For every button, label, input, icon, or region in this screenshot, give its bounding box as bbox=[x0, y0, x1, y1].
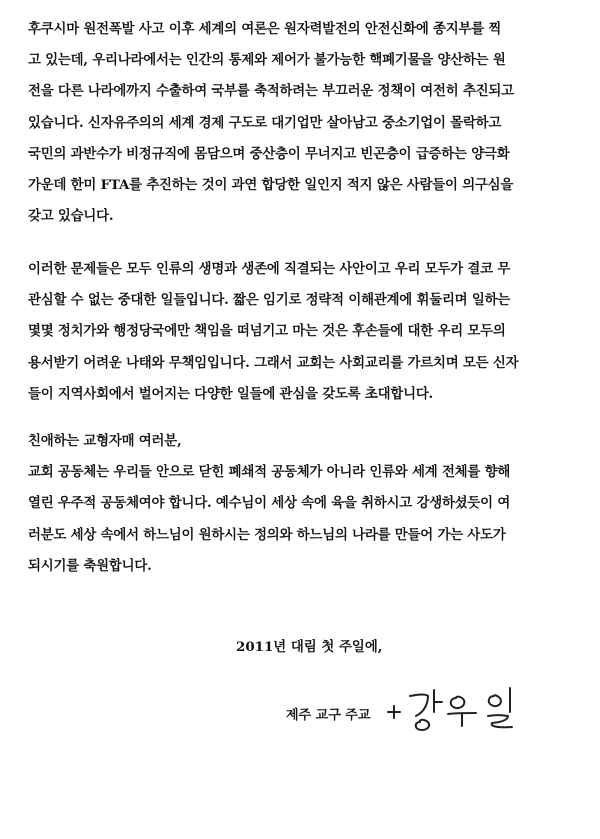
paragraph-nuclear-and-fta bbox=[28, 14, 576, 232]
salutation-line: 친애하는 교형자매 여러분, bbox=[28, 433, 182, 449]
text-line: 후쿠시마 원전폭발 사고 이후 세계의 여론은 원자력발전의 안전신화에 종지부를 찍 bbox=[28, 21, 502, 37]
signature-block bbox=[284, 682, 554, 732]
text-line: 있습니다. 신자유주의의 세계 경제 구도로 대기업만 살아남고 중소기업이 몰락하고 bbox=[28, 114, 502, 131]
text-line: 되시기를 축원합니다. bbox=[28, 557, 152, 574]
text-line: 가운데 한미 FTA를 추진하는 것이 과연 합당한 일인지 적지 않은 사람들이 의구심을 bbox=[28, 176, 514, 193]
text-line: 용서받기 어려운 나태와 무책임입니다. 그래서 교회는 사회교리를 가르치며 모든 신자 bbox=[28, 354, 519, 371]
text-line: 러분도 세상 속에서 하느님이 원하시는 정의와 하느님의 나라를 만들어 가는 사도가 bbox=[28, 526, 506, 543]
handwritten-signature bbox=[384, 682, 549, 732]
paragraph-social-responsibility bbox=[28, 254, 576, 410]
text-line: 몇몇 정치가와 행정당국에만 책임을 떠넘기고 마는 것은 후손들에 대한 우리 모두의 bbox=[28, 323, 506, 340]
text-line: 열린 우주적 공동체여야 합니다. 예수님이 세상 속에 육을 취하시고 강생하셨듯이 여 bbox=[28, 495, 511, 512]
text-line: 이러한 문제들은 모두 인류의 생명과 생존에 직결되는 사안이고 우리 모두가 결코 무 bbox=[28, 261, 511, 277]
text-line: 관심할 수 없는 중대한 일들입니다. 짧은 임기로 정략적 이해관계에 휘둘리며 일하는 bbox=[28, 292, 511, 309]
text-line: 들이 지역사회에서 벌어지는 다양한 일들에 관심을 갖도록 초대합니다. bbox=[28, 385, 434, 402]
signer-title: 제주 교구 주교 bbox=[286, 708, 371, 723]
text-line: 교회 공동체는 우리들 안으로 닫힌 폐쇄적 공동체가 아니라 인류와 세계 전체를 향해 bbox=[28, 464, 511, 481]
date-line: 2011년 대림 첫 주일에, bbox=[236, 639, 383, 655]
text-line: 국민의 과반수가 비정규직에 몸담으며 중산층이 무너지고 빈곤층이 급증하는 양극화 bbox=[28, 145, 510, 162]
text-line: 전을 다른 나라에까지 수출하여 국부를 축적하려는 부끄러운 정책이 여전히 추진되고 bbox=[28, 83, 514, 100]
text-line: 고 있는데, 우리나라에서는 인간의 통제와 제어가 불가능한 핵폐기물을 양산하는 원 bbox=[28, 52, 506, 69]
paragraph-salutation-and-blessing bbox=[28, 426, 576, 582]
text-line: 갖고 있습니다. bbox=[28, 208, 114, 225]
